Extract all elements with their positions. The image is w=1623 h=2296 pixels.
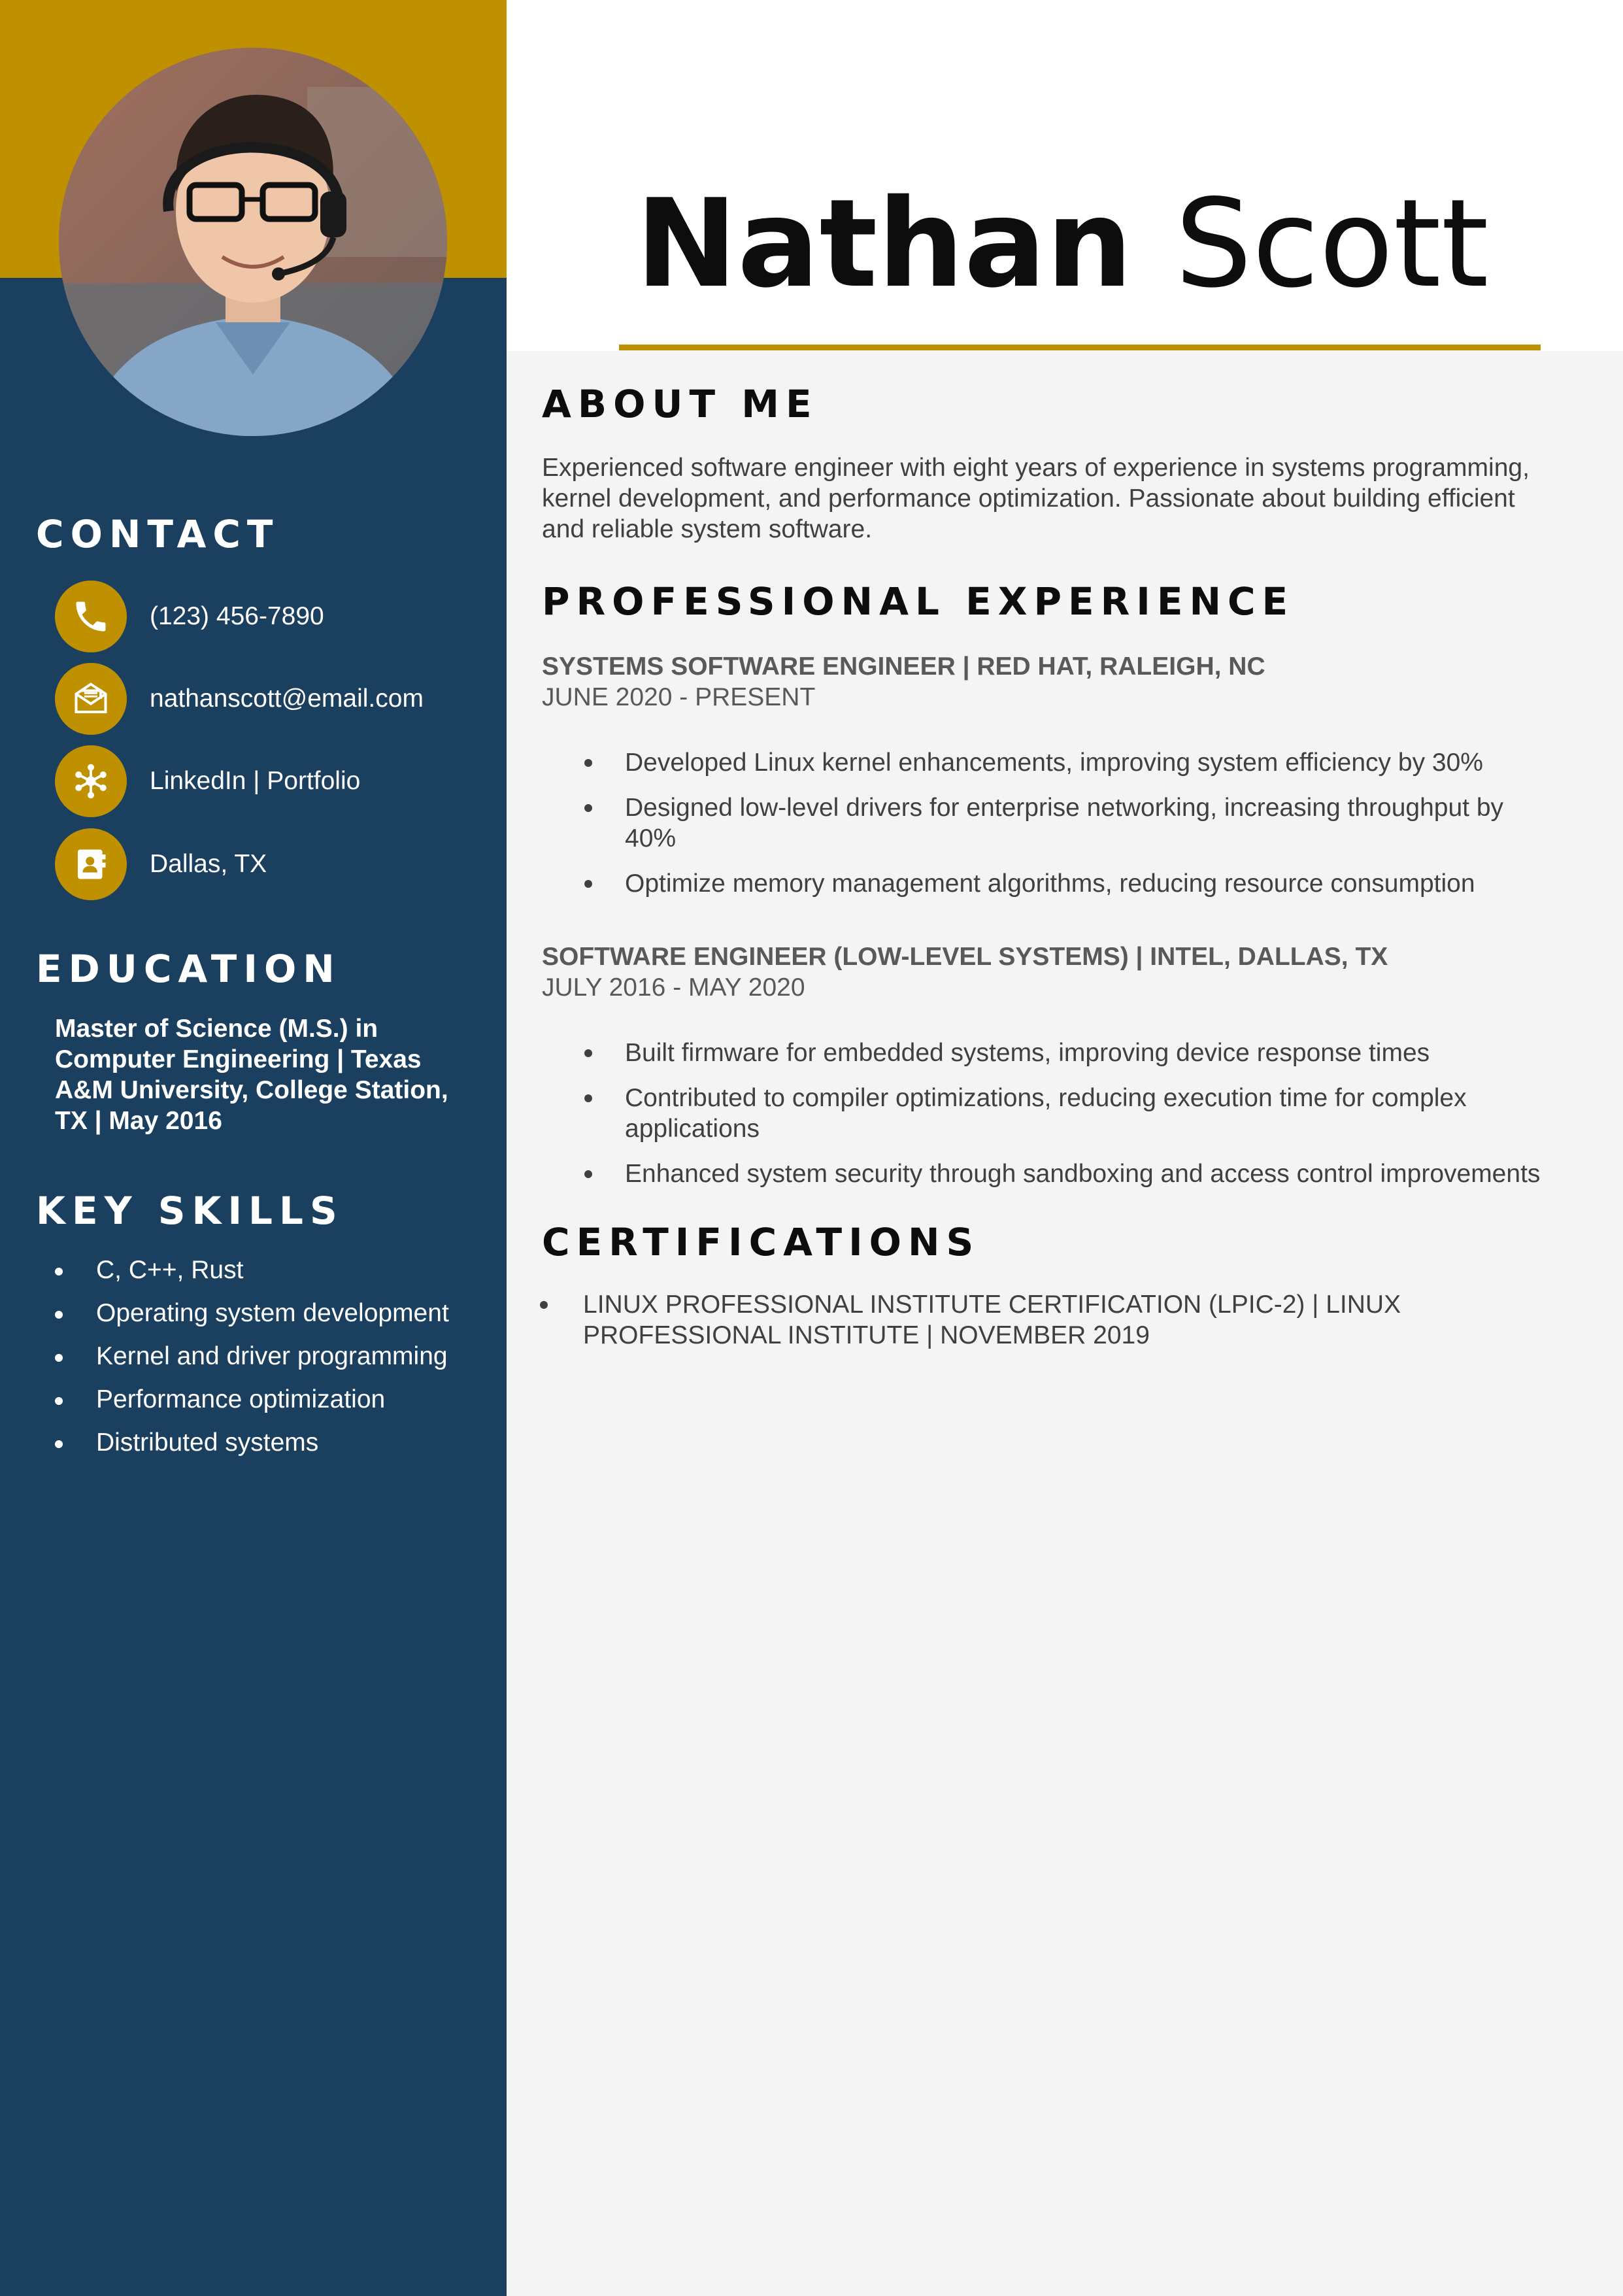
job-bullets xyxy=(584,1038,1558,1204)
first-name: Nathan xyxy=(635,173,1133,314)
education-heading: EDUCATION xyxy=(36,947,341,991)
links-text[interactable]: LinkedIn | Portfolio xyxy=(150,767,361,795)
job-bullet: Optimize memory management algorithms, reducing resource consumption xyxy=(584,868,1558,899)
skill-item: Performance optimization xyxy=(55,1378,449,1421)
phone-text: (123) 456-7890 xyxy=(150,602,324,630)
candidate-name xyxy=(572,173,1552,314)
job-bullet: Enhanced system security through sandboxing and access control improvements xyxy=(584,1158,1558,1189)
job-dates: JUNE 2020 - PRESENT xyxy=(542,683,816,711)
location-text: Dallas, TX xyxy=(150,850,267,878)
job-dates: JULY 2016 - MAY 2020 xyxy=(542,973,805,1002)
skills-list xyxy=(55,1249,449,1464)
skill-item: Kernel and driver programming xyxy=(55,1335,449,1378)
job-title: SOFTWARE ENGINEER (LOW-LEVEL SYSTEMS) | INTEL, DALLAS, TX xyxy=(542,943,1388,971)
profile-photo xyxy=(59,48,447,436)
job-bullet: Designed low-level drivers for enterprise networking, increasing throughput by 40% xyxy=(584,792,1558,854)
address-book-icon xyxy=(55,828,127,900)
skill-item: Distributed systems xyxy=(55,1421,449,1464)
phone-icon xyxy=(55,581,127,652)
education-entry: Master of Science (M.S.) in Computer Engineering | Texas A&M University, College Station, TX | May 2016 xyxy=(55,1015,448,1135)
contact-phone xyxy=(55,581,499,652)
network-icon xyxy=(55,745,127,817)
about-text: Experienced software engineer with eight years of experience in systems programming, kernel development, and performance optimization. Passionate about building efficient and reliable system software. xyxy=(542,454,1530,543)
email-text[interactable]: nathanscott@email.com xyxy=(150,684,424,713)
name-divider xyxy=(619,345,1541,350)
certification-item: LINUX PROFESSIONAL INSTITUTE CERTIFICATION (LPIC-2) | LINUX PROFESSIONAL INSTITUTE | NOVEMBER 2019 xyxy=(540,1289,1560,1351)
skill-item: Operating system development xyxy=(55,1292,449,1335)
job-bullet: Contributed to compiler optimizations, reducing execution time for complex applications xyxy=(584,1083,1558,1144)
last-name: Scott xyxy=(1175,173,1489,314)
contact-links xyxy=(55,745,499,817)
contact-heading: CONTACT xyxy=(36,512,280,556)
experience-heading: PROFESSIONAL EXPERIENCE xyxy=(542,579,1295,624)
contact-email xyxy=(55,663,499,735)
skill-item: C, C++, Rust xyxy=(55,1249,449,1292)
job-title: SYSTEMS SOFTWARE ENGINEER | RED HAT, RALEIGH, NC xyxy=(542,652,1265,681)
skills-heading: KEY SKILLS xyxy=(36,1189,344,1233)
contact-location xyxy=(55,828,499,900)
certifications-list xyxy=(540,1289,1560,1351)
job-bullet: Developed Linux kernel enhancements, improving system efficiency by 30% xyxy=(584,747,1558,778)
certifications-heading: CERTIFICATIONS xyxy=(542,1220,980,1264)
job-bullet: Built firmware for embedded systems, improving device response times xyxy=(584,1038,1558,1068)
email-icon xyxy=(55,663,127,735)
about-heading: ABOUT ME xyxy=(542,382,818,426)
job-bullets xyxy=(584,747,1558,913)
